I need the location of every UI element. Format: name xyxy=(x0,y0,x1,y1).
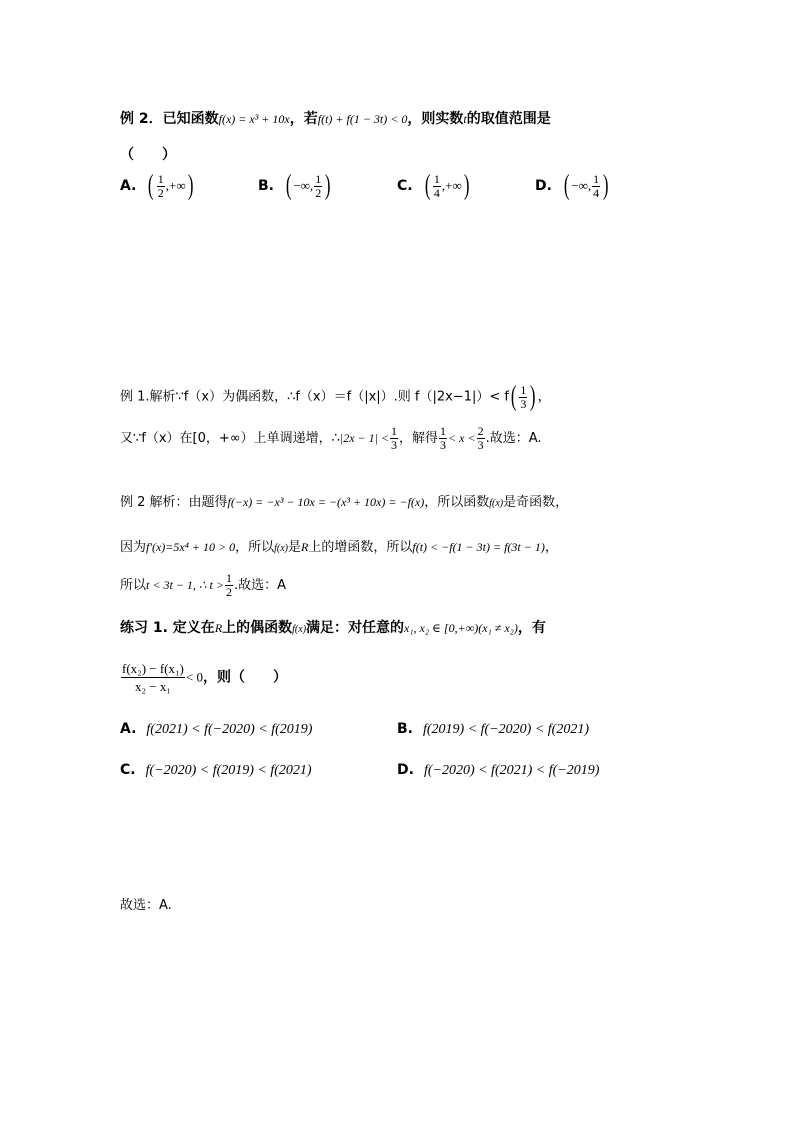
numerator: 1 xyxy=(433,171,440,186)
paren: ) xyxy=(463,170,470,201)
option-label: B. xyxy=(258,178,274,194)
inequality: < x < xyxy=(448,431,476,445)
domain-condition: x₁, x₂ ∈ [0,+∞)(x₁ ≠ x₂) xyxy=(404,621,518,635)
example2-answer-paren: （ ） xyxy=(120,147,176,163)
practice-text: 练习 1. 定义在 xyxy=(120,620,215,636)
practice1-option-d xyxy=(397,762,599,779)
example2-text: ，则实数 xyxy=(407,111,464,127)
numerator: 1 xyxy=(315,171,322,186)
practice-text: ，有 xyxy=(517,620,546,636)
fraction xyxy=(477,425,485,452)
solution2-line3 xyxy=(120,572,286,599)
option-expression: f(2019) < f(−2020) < f(2021) xyxy=(423,722,589,737)
option-label: D. xyxy=(397,762,414,778)
solution-text: 因为 xyxy=(120,540,147,555)
solution-text: ，所以函数 xyxy=(424,495,490,510)
practice-text: 上的偶函数 xyxy=(222,620,293,636)
function-symbol: f(x) xyxy=(274,543,288,554)
example2-option-c xyxy=(397,172,471,200)
practice1-line2 xyxy=(120,660,287,695)
option-rest: ,+∞ xyxy=(165,178,186,193)
solution-text: .故选：A xyxy=(233,578,286,593)
denominator: 3 xyxy=(440,438,447,452)
example2-text: 已知函数 xyxy=(162,111,219,127)
example2-text: 的取值范围是 xyxy=(466,111,551,127)
practice1-option-b xyxy=(397,721,589,738)
option-label: B. xyxy=(397,721,413,737)
derivative-expression: f′(x)=5x⁴ + 10 > 0 xyxy=(146,540,236,554)
solution-text: 又∵f（x）在[0，+∞）上单调递增，∴ xyxy=(120,431,340,446)
practice-text: ，则（ ） xyxy=(202,669,287,686)
practice1-option-c xyxy=(120,762,312,779)
solution-text: ，解得 xyxy=(399,431,439,446)
practice1-option-a xyxy=(120,721,312,738)
example2-option-a xyxy=(120,172,195,200)
numerator: 1 xyxy=(157,171,164,186)
solution-text: ， xyxy=(537,389,551,405)
solution-text: ， xyxy=(544,540,558,555)
fraction xyxy=(390,425,398,452)
option-label: C. xyxy=(120,762,136,778)
inequality-chain: f(t) < −f(1 − 3t) = f(3t − 1) xyxy=(412,540,545,554)
paren: ( xyxy=(285,170,292,201)
paren: ) xyxy=(187,170,194,201)
numerator: 1 xyxy=(440,424,447,438)
numerator: 1 xyxy=(391,424,398,438)
solution-text: 例 1.解析∵f（x）为偶函数，∴f（x）＝f（|x|）.则 f（|2x−1|）< f xyxy=(120,389,509,405)
option-label: A. xyxy=(120,178,137,194)
paren: ( xyxy=(424,170,431,201)
paren: ) xyxy=(603,170,609,201)
option-expression: f(−2020) < f(2021) < f(−2019) xyxy=(423,763,600,778)
difference-quotient xyxy=(121,660,185,695)
denominator: 2 xyxy=(315,185,322,200)
denominator: 3 xyxy=(477,438,484,452)
solution-text: 是 xyxy=(288,540,302,555)
option-expression: f(−2020) < f(2019) < f(2021) xyxy=(145,763,312,778)
paren: ( xyxy=(563,170,570,201)
option-rest: ,+∞ xyxy=(441,178,462,193)
option-pre: −∞, xyxy=(571,178,592,193)
denominator: 3 xyxy=(391,438,398,452)
example2-text: ，若 xyxy=(289,111,318,127)
paren: ( xyxy=(148,170,154,201)
example2-option-d xyxy=(535,172,610,200)
set-r: R xyxy=(301,540,309,554)
function-symbol: f(x) xyxy=(489,498,504,509)
denominator: 2 xyxy=(157,185,164,200)
fraction xyxy=(225,572,233,599)
inequality: < 0 xyxy=(185,669,203,685)
practice1-line1 xyxy=(120,617,546,637)
abs-expression: |2x − 1| < xyxy=(339,431,390,445)
denominator: x₂ − x₁ xyxy=(134,679,171,694)
numerator: 2 xyxy=(477,424,484,438)
example2-option-b xyxy=(258,172,333,200)
option-label: A. xyxy=(120,721,137,737)
fraction xyxy=(592,173,600,200)
example2-question-line1 xyxy=(120,108,551,128)
inequality: t < 3t − 1, ∴ t > xyxy=(146,578,224,592)
fraction xyxy=(439,425,447,452)
numerator: f(x₂) − f(x₁) xyxy=(122,661,184,676)
example2-label: 例 2． xyxy=(120,111,163,127)
solution2-line2 xyxy=(120,536,558,555)
option-pre: −∞, xyxy=(293,178,314,193)
solution-text: ，所以 xyxy=(235,540,275,555)
fraction xyxy=(519,384,527,411)
solution2-line1 xyxy=(120,491,568,510)
solution-text: 是奇函数， xyxy=(503,495,569,510)
numerator: 1 xyxy=(593,171,600,186)
fraction xyxy=(433,173,441,200)
paren: ) xyxy=(530,381,536,412)
practice1-answer: 故选：A. xyxy=(120,898,172,913)
denominator: 2 xyxy=(225,585,232,599)
solution1-line1 xyxy=(120,383,551,411)
function-symbol: f(x) xyxy=(292,624,307,635)
denominator: 3 xyxy=(520,396,527,411)
solution-text: 所以 xyxy=(120,578,147,593)
denominator: 4 xyxy=(593,185,600,200)
function-definition: f(x) = x³ + 10x xyxy=(218,112,290,126)
fraction xyxy=(157,173,165,200)
practice-text: 满足：对任意的 xyxy=(306,620,405,636)
paren: ) xyxy=(325,170,331,201)
inequality: f(t) + f(1 − 3t) < 0 xyxy=(317,112,408,126)
paren: ( xyxy=(510,381,517,412)
denominator: 4 xyxy=(433,185,440,200)
set-r: R xyxy=(214,621,223,635)
solution-text: .故选：A. xyxy=(485,431,542,446)
option-label: C. xyxy=(397,178,413,194)
numerator: 1 xyxy=(225,571,232,585)
option-label: D. xyxy=(535,178,552,194)
solution-text: 上的增函数，所以 xyxy=(308,540,413,555)
solution-text: 例 2 解析：由题得 xyxy=(120,495,228,510)
fraction xyxy=(314,173,322,200)
solution1-line2 xyxy=(120,425,542,452)
option-expression: f(2021) < f(−2020) < f(2019) xyxy=(146,722,313,737)
variable-t: t xyxy=(463,112,467,126)
numerator: 1 xyxy=(520,382,527,397)
odd-function-derivation: f(−x) = −x³ − 10x = −(x³ + 10x) = −f(x) xyxy=(227,495,425,509)
